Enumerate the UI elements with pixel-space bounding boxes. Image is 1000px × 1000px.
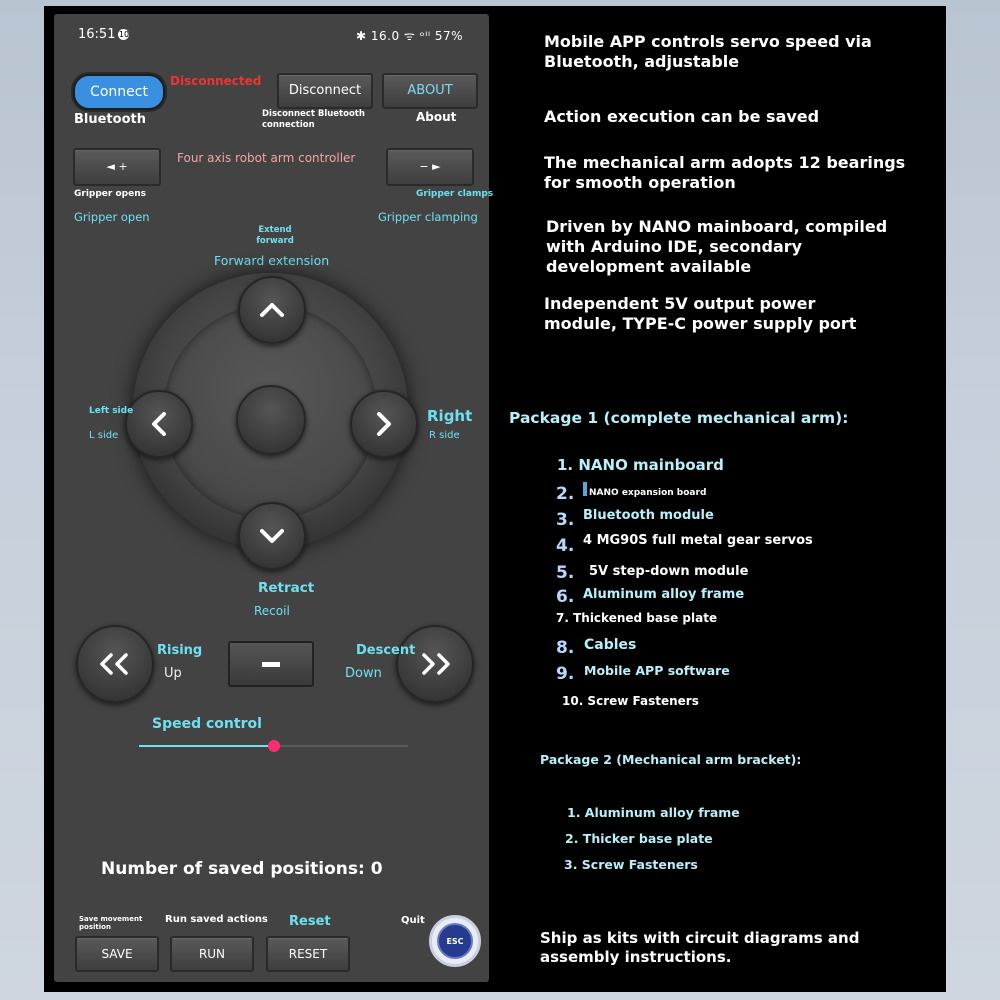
chevron-down-icon bbox=[258, 527, 286, 545]
package-item: 1. Aluminum alloy frame bbox=[567, 805, 740, 820]
footer-note: Ship as kits with circuit diagrams and assembly instructions. bbox=[540, 929, 860, 966]
feature-text: Mobile APP controls servo speed via Bluetooth, adjustable bbox=[544, 32, 872, 71]
save-button[interactable]: SAVE bbox=[75, 936, 159, 972]
feature-text: Independent 5V output power module, TYPE-C power supply port bbox=[544, 294, 857, 333]
chevron-up-icon bbox=[258, 301, 286, 319]
feature-text: The mechanical arm adopts 12 bearings for smooth operation bbox=[544, 153, 906, 192]
save-caption: Save movement position bbox=[79, 915, 143, 931]
descent-label: Descent bbox=[356, 643, 416, 658]
package-item: 3. Screw Fasteners bbox=[564, 857, 698, 872]
bluetooth-caption: Bluetooth bbox=[74, 112, 146, 127]
package-item: 4 MG90S full metal gear servos bbox=[583, 533, 813, 548]
connection-status: Disconnected bbox=[170, 74, 262, 88]
double-chevron-right-icon bbox=[417, 652, 453, 676]
gripper-clamping-label: Gripper clamping bbox=[378, 210, 478, 224]
item-number: 4. bbox=[556, 536, 575, 556]
descend-button[interactable] bbox=[396, 625, 474, 703]
status-indicators: ✱ 16.0 ᯤ ᵒᴵᴵ 57% bbox=[356, 29, 464, 43]
l-side-label: L side bbox=[89, 430, 119, 441]
package-item: Aluminum alloy frame bbox=[583, 587, 745, 602]
gripper-open-label: Gripper open bbox=[74, 210, 150, 224]
reset-button[interactable]: RESET bbox=[266, 936, 350, 972]
left-side-caption: Left side bbox=[89, 406, 134, 416]
marker-icon bbox=[583, 482, 587, 496]
right-button[interactable] bbox=[350, 390, 418, 458]
item-number: 5. bbox=[556, 563, 575, 583]
chevron-left-icon bbox=[150, 410, 168, 438]
right-label: Right bbox=[427, 407, 473, 425]
package1-title: Package 1 (complete mechanical arm): bbox=[509, 409, 849, 427]
disconnect-caption: Disconnect Bluetooth connection bbox=[262, 109, 365, 130]
retract-label: Retract bbox=[258, 580, 315, 596]
status-time: 16:51 10 bbox=[78, 27, 130, 42]
feature-text: Action execution can be saved bbox=[544, 107, 820, 126]
package-item: Bluetooth module bbox=[583, 508, 714, 523]
package-item: 1. NANO mainboard bbox=[557, 456, 724, 474]
down-label: Down bbox=[345, 666, 382, 681]
about-button[interactable]: ABOUT bbox=[382, 73, 478, 109]
extend-forward-caption: Extend forward bbox=[256, 225, 294, 246]
double-chevron-left-icon bbox=[97, 652, 133, 676]
gripper-close-button[interactable]: − ► bbox=[386, 148, 474, 186]
joystick-center-button[interactable] bbox=[236, 385, 306, 455]
forward-extension-label: Forward extension bbox=[214, 253, 330, 268]
rising-label: Rising bbox=[157, 643, 203, 658]
package-item: Mobile APP software bbox=[584, 663, 730, 678]
up-label: Up bbox=[164, 666, 182, 681]
speed-control-label: Speed control bbox=[152, 716, 262, 732]
package-item: 5V step-down module bbox=[589, 564, 749, 579]
minus-icon bbox=[262, 662, 280, 667]
left-button[interactable] bbox=[125, 390, 193, 458]
speed-slider-fill bbox=[139, 745, 274, 747]
gripper-open-button[interactable]: ◄ + bbox=[73, 148, 161, 186]
package-item: 2. Thicker base plate bbox=[565, 831, 713, 846]
package-item: Cables bbox=[584, 637, 637, 653]
reset-caption: Reset bbox=[289, 914, 331, 929]
r-side-label: R side bbox=[429, 430, 460, 441]
rise-button[interactable] bbox=[76, 625, 154, 703]
saved-positions-count: Number of saved positions: 0 bbox=[101, 859, 383, 879]
quit-caption: Quit bbox=[401, 915, 425, 926]
about-caption: About bbox=[416, 110, 457, 124]
feature-text: Driven by NANO mainboard, compiled with Arduino IDE, secondary development available bbox=[546, 217, 888, 276]
gripper-opens-caption: Gripper opens bbox=[74, 189, 146, 199]
stop-button[interactable] bbox=[228, 641, 314, 687]
gripper-clamps-caption: Gripper clamps bbox=[416, 189, 494, 199]
recoil-label: Recoil bbox=[254, 604, 290, 618]
notification-badge-icon: 10 bbox=[118, 30, 130, 39]
forward-button[interactable] bbox=[238, 276, 306, 344]
package2-title: Package 2 (Mechanical arm bracket): bbox=[540, 752, 802, 767]
item-number: 9. bbox=[556, 664, 575, 684]
quit-button[interactable] bbox=[429, 915, 481, 967]
run-button[interactable]: RUN bbox=[170, 936, 254, 972]
esc-icon: ESC bbox=[437, 923, 473, 959]
chevron-right-icon bbox=[375, 410, 393, 438]
item-number: 3. bbox=[556, 510, 575, 530]
item-number: 2. bbox=[556, 484, 575, 504]
app-title: Four axis robot arm controller bbox=[177, 151, 356, 165]
speed-slider-thumb[interactable] bbox=[268, 740, 280, 752]
package-item: 7. Thickened base plate bbox=[556, 611, 718, 625]
item-number: 6. bbox=[556, 587, 575, 607]
package-item: 10. Screw Fasteners bbox=[562, 694, 699, 708]
retract-button[interactable] bbox=[238, 502, 306, 570]
run-caption: Run saved actions bbox=[165, 914, 268, 925]
package-item: NANO expansion board bbox=[583, 482, 706, 498]
item-number: 8. bbox=[556, 638, 575, 658]
connect-button[interactable]: Connect bbox=[73, 74, 165, 110]
disconnect-button[interactable]: Disconnect bbox=[277, 73, 373, 109]
